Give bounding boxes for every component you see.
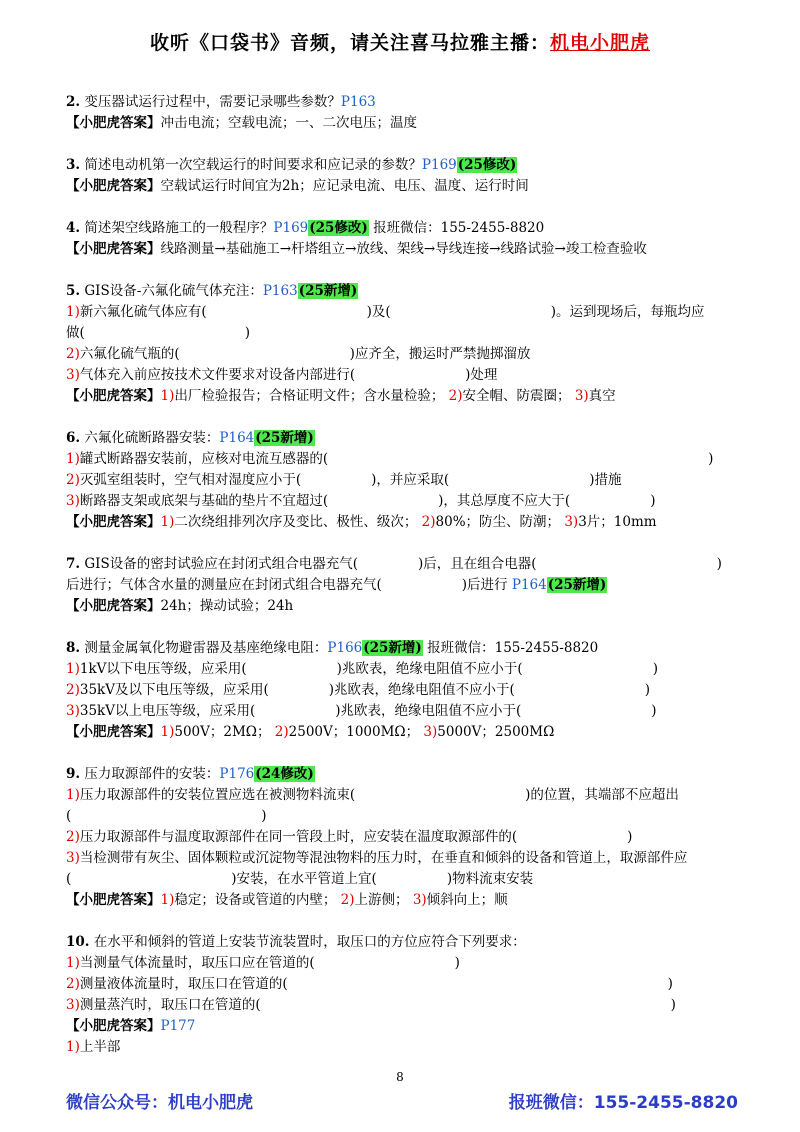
item-text: )兆欧表，绝缘电阻值不应小于( (328, 682, 515, 698)
answer-label: 【小肥虎答案】 (66, 115, 161, 131)
item-text: 六氟化硫气瓶的( (79, 346, 180, 362)
item-number: 1) (66, 955, 80, 971)
question-text: 变压器试运行过程中，需要记录哪些参数？ (84, 94, 341, 110)
item-text: ( (66, 871, 72, 887)
revision-tag: (25修改) (309, 220, 368, 236)
item-text: )兆欧表，绝缘电阻值不应小于( (335, 703, 522, 719)
question-text: )后，且在组合电器( (418, 556, 537, 572)
item-text: )安装，在水平管道上宜( (231, 871, 377, 887)
item-text: 当测量气体流量时，取压口应在管道的( (79, 955, 315, 971)
question-7 (66, 554, 746, 617)
question-8 (66, 638, 746, 743)
question-number: 4. (66, 220, 81, 236)
item-text: ) (670, 997, 676, 1013)
item-text: ) (644, 682, 651, 698)
item-number: 3) (66, 493, 80, 509)
question-number: 8. (66, 640, 81, 656)
item-text: )，并应采取( (371, 472, 450, 488)
page-ref: P163 (262, 283, 298, 299)
question-text: 在水平和倾斜的管道上安装节流装置时，取压口的方位应符合下列要求： (93, 934, 526, 950)
question-text: 简述架空线路施工的一般程序？ (84, 220, 274, 236)
question-number: 10. (66, 934, 90, 950)
answer-number: 1) (160, 514, 175, 530)
revision-tag: (25新增) (255, 430, 314, 446)
question-text: ) (716, 556, 722, 572)
revision-tag: (25新增) (363, 640, 422, 656)
item-text: )兆欧表，绝缘电阻值不应小于( (336, 661, 523, 677)
item-text: 气体充入前应按技术文件要求对设备内部进行( (79, 367, 356, 383)
answer-number: 1) (160, 724, 175, 740)
question-text: 简述电动机第一次空载运行的时间要求和应记录的参数？ (84, 157, 422, 173)
question-number: 3. (66, 157, 81, 173)
item-text: ) (667, 976, 673, 992)
item-number: 2) (66, 472, 80, 488)
item-text: ( (66, 808, 72, 824)
item-number: 2) (66, 682, 80, 698)
item-number: 2) (66, 829, 80, 845)
page-ref: P164 (219, 430, 255, 446)
answer-text: 500V；2MΩ； (174, 724, 271, 740)
revision-tag: (25新增) (298, 283, 358, 299)
answer-text: 稳定；设备或管道的内壁； (174, 892, 337, 908)
question-2 (66, 92, 746, 134)
revision-tag: (25新增) (547, 577, 607, 593)
answer-number: 1) (66, 1039, 80, 1055)
item-text: )物料流束安装 (446, 871, 534, 887)
answer-text: 空载试运行时间宜为2h；应记录电流、电压、温度、运行时间 (160, 178, 529, 194)
item-text: 新六氟化硫气体应有( (79, 304, 207, 320)
answer-label: 【小肥虎答案】 (66, 241, 161, 257)
contact-text: 报班微信：155-2455-8820 (368, 220, 545, 236)
page-ref: P169 (273, 220, 309, 236)
revision-tag: (24修改) (255, 766, 314, 782)
page-ref: P177 (160, 1018, 196, 1034)
question-text: GIS设备-六氟化硫气体充注： (84, 283, 263, 299)
item-text: )，其总厚度不应大于( (438, 493, 571, 509)
question-number: 2. (66, 94, 81, 110)
answer-text: 二次绕组排列次序及变比、极性、级次； (174, 514, 418, 530)
item-number: 1) (66, 661, 80, 677)
answer-text: 24h；操动试验；24h (160, 598, 294, 614)
item-text: 断路器支架或底架与基础的垫片不宜超过( (79, 493, 329, 509)
revision-tag: (25修改) (457, 157, 517, 173)
question-text: 六氟化硫断路器安装： (84, 430, 220, 446)
answer-number: 2) (340, 892, 355, 908)
header-brand-link[interactable]: 机电小肥虎 (550, 32, 651, 54)
answer-label: 【小肥虎答案】 (66, 892, 161, 908)
item-text: ) (627, 829, 633, 845)
item-text: 35kV及以下电压等级，应采用( (79, 682, 269, 698)
question-3 (66, 155, 746, 197)
answer-text: 3片；10mm (578, 514, 657, 530)
item-text: ) (652, 661, 658, 677)
item-text: 压力取源部件的安装位置应选在被测物料流束( (79, 787, 356, 803)
answer-number: 3) (574, 388, 589, 404)
answer-label: 【小肥虎答案】 (66, 724, 161, 740)
footer-contact: 报班微信：155-2455-8820 (508, 1093, 738, 1113)
item-text: 测量液体流量时，取压口在管道的( (79, 976, 288, 992)
page-ref: P163 (340, 94, 376, 110)
item-number: 3) (66, 850, 80, 866)
answer-text: 真空 (588, 388, 616, 404)
answer-label: 【小肥虎答案】 (66, 1018, 161, 1034)
answer-label: 【小肥虎答案】 (66, 598, 161, 614)
item-text: )应齐全，搬运时严禁抛掷溜放 (349, 346, 531, 362)
page-number: 8 (396, 1070, 404, 1084)
answer-text: 2500V；1000MΩ； (288, 724, 420, 740)
item-text: )处理 (465, 367, 498, 383)
question-number: 5. (66, 283, 81, 299)
question-list (66, 92, 746, 1079)
item-text: 当检测带有灰尘、固体颗粒或沉淀物等混浊物料的压力时，在垂直和倾斜的设备和管道上，取源部件应 (79, 850, 688, 866)
item-number: 2) (66, 976, 80, 992)
answer-number: 3) (412, 892, 427, 908)
question-5 (66, 281, 746, 407)
item-text: )的位置，其端部不应超出 (525, 787, 679, 803)
item-text: ) (708, 451, 714, 467)
item-number: 3) (66, 703, 80, 719)
answer-number: 1) (160, 388, 175, 404)
answer-label: 【小肥虎答案】 (66, 178, 161, 194)
answer-text: 安全帽、防震圈； (462, 388, 571, 404)
question-text: 后进行；气体含水量的测量应在封闭式组合电器充气( (66, 577, 382, 593)
answer-number: 2) (274, 724, 289, 740)
item-text: 35kV以上电压等级，应采用( (79, 703, 256, 719)
answer-text: 线路测量→基础施工→杆塔组立→放线、架线→导线连接→线路试验→竣工检查验收 (160, 241, 647, 257)
answer-text: 出厂检验报告；合格证明文件；含水量检验； (174, 388, 445, 404)
question-text: GIS设备的密封试验应在封闭式组合电器充气( (84, 556, 359, 572)
item-text: ) (244, 325, 251, 341)
question-10 (66, 932, 746, 1058)
item-text: )。运到现场后，每瓶均应 (550, 304, 705, 320)
answer-text: 倾斜向上；顺 (426, 892, 508, 908)
page-ref: P169 (421, 157, 457, 173)
contact-text: 报班微信：155-2455-8820 (422, 640, 599, 656)
answer-number: 3) (423, 724, 438, 740)
page-ref: P166 (327, 640, 363, 656)
answer-number: 2) (421, 514, 436, 530)
item-text: )及( (366, 304, 391, 320)
item-number: 1) (66, 787, 80, 803)
answer-text: 冲击电流；空载电流；一、二次电压；温度 (160, 115, 417, 131)
question-number: 7. (66, 556, 81, 572)
item-text: 压力取源部件与温度取源部件在同一管段上时，应安装在温度取源部件的( (79, 829, 518, 845)
item-text: 罐式断路器安装前，应核对电流互感器的( (79, 451, 329, 467)
question-4 (66, 218, 746, 260)
question-6 (66, 428, 746, 533)
answer-number: 3) (564, 514, 579, 530)
answer-label: 【小肥虎答案】 (66, 514, 161, 530)
header-text: 收听《口袋书》音频，请关注喜马拉雅主播： (149, 32, 550, 54)
item-number: 3) (66, 367, 80, 383)
answer-label: 【小肥虎答案】 (66, 388, 161, 404)
item-text: ) (651, 703, 657, 719)
item-text: ) (261, 808, 267, 824)
page-header (0, 28, 800, 55)
item-text: )措施 (589, 472, 622, 488)
item-number: 1) (66, 451, 80, 467)
item-text: 做( (66, 325, 85, 341)
item-number: 1) (66, 304, 80, 320)
item-text: ) (454, 955, 460, 971)
item-text: ) (650, 493, 656, 509)
question-text: 测量金属氧化物避雷器及基座绝缘电阻： (84, 640, 328, 656)
item-text: 测量蒸汽时，取压口在管道的( (79, 997, 261, 1013)
page-ref: P176 (219, 766, 255, 782)
item-text: 灭弧室组装时，空气相对湿度应小于( (79, 472, 302, 488)
item-number: 2) (66, 346, 80, 362)
footer-wechat-account: 微信公众号：机电小肥虎 (66, 1093, 253, 1113)
question-text: )后进行 (461, 577, 508, 593)
question-text: 压力取源部件的安装： (84, 766, 220, 782)
question-9 (66, 764, 746, 911)
answer-text: 上游侧； (354, 892, 409, 908)
item-text: 1kV以下电压等级，应采用( (79, 661, 247, 677)
item-number: 3) (66, 997, 80, 1013)
answer-number: 1) (160, 892, 175, 908)
answer-text: 5000V；2500MΩ (437, 724, 555, 740)
answer-number: 2) (448, 388, 463, 404)
question-number: 9. (66, 766, 81, 782)
answer-text: 上半部 (79, 1039, 121, 1055)
page-ref: P164 (511, 577, 547, 593)
question-number: 6. (66, 430, 81, 446)
answer-text: 80%；防尘、防潮； (435, 514, 561, 530)
